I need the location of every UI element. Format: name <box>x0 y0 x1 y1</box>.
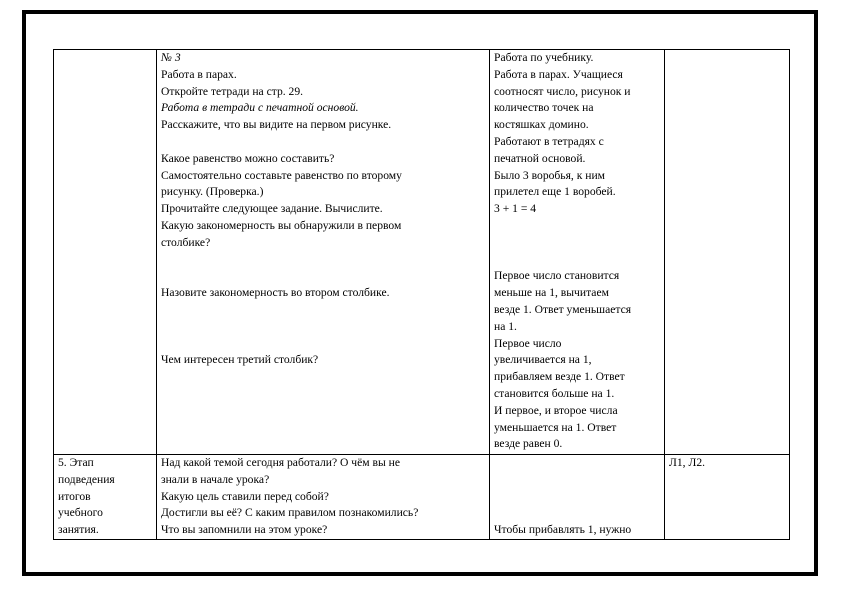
text-line: итогов <box>58 489 91 503</box>
text-line: занятия. <box>58 523 99 537</box>
text-line: количество точек на <box>494 101 594 115</box>
text-line: Работа в парах. Учащиеся <box>494 67 623 81</box>
text-line <box>494 218 664 235</box>
teacher-activity-cell <box>157 455 490 540</box>
text-line: учебного <box>58 506 103 520</box>
text-line: Какую цель ставили перед собой? <box>161 489 329 503</box>
text-line <box>161 268 489 285</box>
text-line: Работа в тетради с печатной основой. <box>161 101 359 115</box>
text-line: Откройте тетради на стр. 29. <box>161 84 304 98</box>
ud-cell <box>665 50 790 455</box>
text-line: меньше на 1, вычитаем <box>494 286 609 300</box>
text-line: 5. Этап <box>58 456 94 469</box>
text-line: соотносят число, рисунок и <box>494 84 631 98</box>
text-line: Самостоятельно составьте равенство по второму <box>161 168 402 182</box>
text-line: 3 + 1 = 4 <box>494 202 537 216</box>
text-line: Первое число <box>494 336 562 350</box>
text-line: на 1. <box>494 319 517 333</box>
text-line: Что вы запомнили на этом уроке? <box>161 523 328 537</box>
text-line: И первое, и второе числа <box>494 403 618 417</box>
text-line: везде 1. Ответ уменьшается <box>494 302 632 316</box>
text-line: Чтобы прибавлять 1, нужно <box>494 523 632 537</box>
text-line: становится больше на 1. <box>494 386 615 400</box>
ud-cell <box>665 455 790 540</box>
text-line: № 3 <box>161 51 181 64</box>
student-activity-cell <box>490 455 665 540</box>
text-line: Было 3 воробья, к ним <box>494 168 606 182</box>
table-row <box>54 455 790 540</box>
stage-cell <box>54 455 157 540</box>
text-line <box>161 252 489 269</box>
text-line: Чем интересен третий столбик? <box>161 353 319 367</box>
text-line: прилетел еще 1 воробей. <box>494 185 616 199</box>
text-line: костяшках домино. <box>494 118 589 132</box>
text-line <box>494 252 664 269</box>
text-line: рисунку. (Проверка.) <box>161 185 264 199</box>
text-line: Назовите закономерность во втором столбике. <box>161 286 390 300</box>
text-line <box>494 472 664 489</box>
text-line: Достигли вы её? С каким правилом познакомились? <box>161 506 419 520</box>
text-line: увеличивается на 1, <box>494 353 592 367</box>
text-line: прибавляем везде 1. Ответ <box>494 370 625 384</box>
student-activity-cell <box>490 50 665 455</box>
teacher-activity-cell <box>157 50 490 455</box>
text-line: печатной основой. <box>494 151 586 165</box>
text-line <box>161 336 489 353</box>
text-line: Работа в парах. <box>161 67 237 81</box>
text-line: Над какой темой сегодня работали? О чём вы не <box>161 456 400 469</box>
lesson-table <box>53 49 790 540</box>
text-line <box>161 134 489 151</box>
text-line: Первое число становится <box>494 269 620 283</box>
text-line: уменьшается на 1. Ответ <box>494 420 617 434</box>
text-line <box>161 302 489 319</box>
text-line: Расскажите, что вы видите на первом рисунке. <box>161 118 392 132</box>
text-line: Л1, Л2. <box>669 456 706 469</box>
text-line <box>494 489 664 506</box>
text-line: подведения <box>58 472 115 486</box>
text-line: Какое равенство можно составить? <box>161 151 335 165</box>
text-line: знали в начале урока? <box>161 472 270 486</box>
text-line: Работа по учебнику. <box>494 51 594 64</box>
text-line: Работают в тетрадях с <box>494 134 604 148</box>
text-line: Какую закономерность вы обнаружили в первом <box>161 218 402 232</box>
text-line: везде равен 0. <box>494 437 563 451</box>
stage-cell <box>54 50 157 455</box>
text-line: столбике? <box>161 235 211 249</box>
text-line <box>161 319 489 336</box>
text-line <box>494 505 664 522</box>
text-line: Прочитайте следующее задание. Вычислите. <box>161 202 383 216</box>
text-line <box>494 455 664 472</box>
text-line <box>494 235 664 252</box>
table-row <box>54 50 790 455</box>
